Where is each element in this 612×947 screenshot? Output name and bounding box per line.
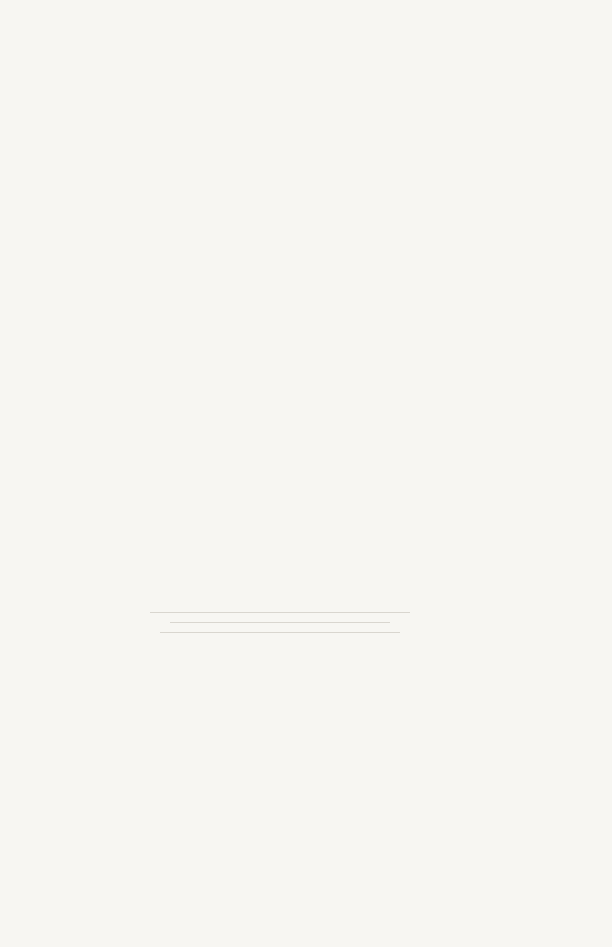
bleed-through-mark	[150, 612, 410, 613]
bleed-through-mark	[170, 622, 390, 623]
bleed-through-mark	[160, 632, 400, 633]
